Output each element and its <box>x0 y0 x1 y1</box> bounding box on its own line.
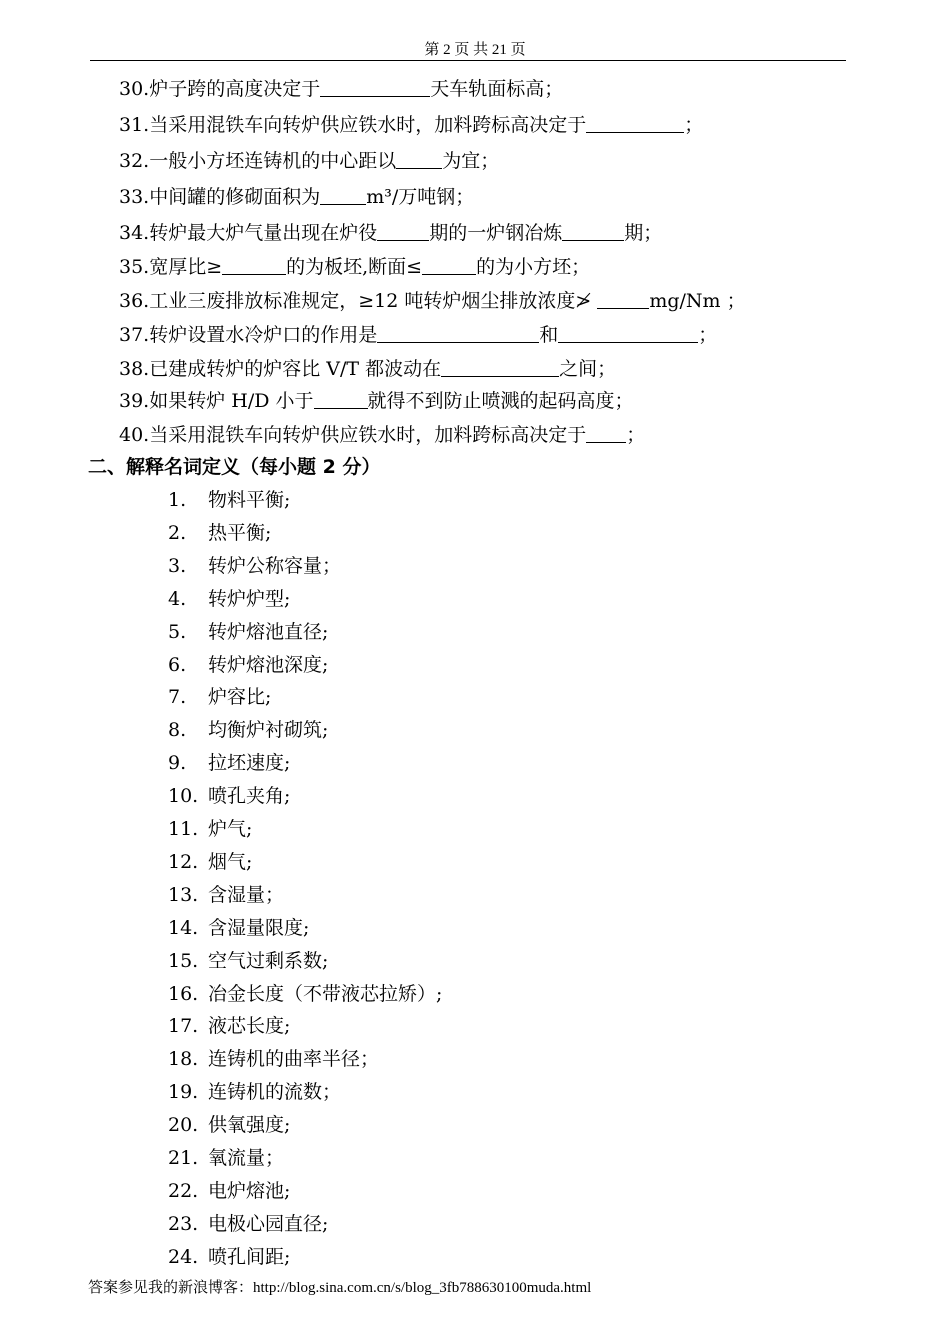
term-number: 5. <box>168 620 187 643</box>
term-text: 均衡炉衬砌筑; <box>208 719 329 742</box>
term-text: 含湿量； <box>208 883 285 906</box>
term-item <box>168 813 252 845</box>
question-text: m³/万吨钢； <box>366 186 475 208</box>
term-item <box>168 1208 328 1240</box>
question-text: 为宜； <box>442 150 500 172</box>
question-text: 期的一炉钢冶炼 <box>429 222 563 244</box>
term-text: 热平衡; <box>208 521 272 544</box>
question-number: 34. <box>119 222 150 244</box>
term-text: 转炉公称容量； <box>208 554 342 577</box>
term-number: 20. <box>168 1114 199 1137</box>
question-text: 天车轨面标高； <box>430 78 564 100</box>
term-text: 冶金长度（不带液芯拉矫）; <box>208 982 443 1005</box>
question-number: 33. <box>119 186 150 208</box>
question-text: 的为小方坯； <box>476 256 591 278</box>
answer-blank <box>320 74 430 97</box>
question-item <box>119 418 645 452</box>
term-text: 液芯长度; <box>208 1015 291 1038</box>
question-number: 37. <box>119 324 150 346</box>
term-item <box>168 1076 341 1108</box>
term-text: 转炉炉型; <box>208 587 291 610</box>
question-item <box>119 352 616 386</box>
term-text: 烟气; <box>208 850 253 873</box>
question-item <box>119 284 746 318</box>
term-number: 19. <box>168 1081 199 1104</box>
term-item <box>168 1175 290 1207</box>
term-item <box>168 1109 290 1141</box>
question-number: 35. <box>119 256 150 278</box>
question-item <box>119 180 474 214</box>
question-text: 中间罐的修砌面积为 <box>149 186 321 208</box>
term-number: 15. <box>168 949 199 972</box>
question-item <box>119 72 563 106</box>
term-item <box>168 616 328 648</box>
term-number: 3. <box>168 554 187 577</box>
answer-blank <box>586 110 684 133</box>
page-number: 第 2 页 共 21 页 <box>424 42 526 58</box>
answer-blank <box>377 320 539 343</box>
answer-blank <box>222 252 286 275</box>
term-number: 10. <box>168 785 199 808</box>
answer-blank <box>314 386 368 409</box>
question-text: ； <box>684 114 704 136</box>
answer-blank <box>396 146 442 169</box>
term-item <box>168 846 252 878</box>
term-text: 拉坯速度; <box>208 752 291 775</box>
answer-blank <box>558 320 698 343</box>
term-number: 22. <box>168 1179 199 1202</box>
term-number: 7. <box>168 686 187 709</box>
term-text: 炉气; <box>208 818 253 840</box>
term-item <box>168 780 290 812</box>
term-number: 18. <box>168 1048 199 1071</box>
term-text: 含湿量限度; <box>208 916 310 939</box>
answer-blank <box>441 354 559 377</box>
footer-note: 答案参见我的新浪博客：http://blog.sina.com.cn/s/blog_3fb788630100muda.html <box>88 1280 592 1296</box>
term-text: 供氧强度; <box>208 1114 291 1137</box>
answer-blank <box>377 218 429 241</box>
question-number: 38. <box>119 358 150 380</box>
question-number: 39. <box>119 390 150 412</box>
term-number: 2. <box>168 521 187 544</box>
term-number: 13. <box>168 883 199 906</box>
term-item <box>168 484 290 516</box>
term-item <box>168 1010 290 1042</box>
question-text: 就得不到防止喷溅的起码高度； <box>367 390 634 412</box>
header-divider <box>90 60 846 61</box>
term-text: 转炉熔池深度; <box>208 653 329 676</box>
term-item <box>168 550 341 582</box>
term-item <box>168 945 328 977</box>
term-item <box>168 583 290 615</box>
term-text: 物料平衡; <box>208 489 291 511</box>
question-text: 宽厚比≥ <box>149 256 223 278</box>
term-number: 23. <box>168 1212 199 1235</box>
question-text: 当采用混铁车向转炉供应铁水时，加料跨标高决定于 <box>149 424 587 446</box>
term-text: 喷孔间距; <box>208 1245 291 1268</box>
question-text: ； <box>698 324 718 346</box>
term-number: 9. <box>168 752 187 775</box>
question-text: 转炉最大炉气量出现在炉役 <box>149 222 378 244</box>
term-item <box>168 1241 290 1273</box>
term-item <box>168 879 284 911</box>
term-item <box>168 1043 379 1075</box>
term-text: 炉容比; <box>208 686 272 709</box>
term-item <box>168 517 271 549</box>
question-text: 和 <box>539 324 559 346</box>
question-item <box>119 108 703 142</box>
question-number: 40. <box>119 424 150 446</box>
answer-blank <box>320 182 366 205</box>
term-number: 12. <box>168 850 199 873</box>
term-text: 空气过剩系数; <box>208 949 329 972</box>
term-item <box>168 912 309 944</box>
question-number: 31. <box>119 114 150 136</box>
term-number: 14. <box>168 916 199 939</box>
question-text: 工业三废排放标准规定，≥12 吨转炉烟尘排放浓度≯ <box>149 290 598 312</box>
answer-blank <box>422 252 476 275</box>
term-number: 21. <box>168 1147 199 1169</box>
term-number: 4. <box>168 587 187 610</box>
question-number: 30. <box>119 78 150 100</box>
question-item <box>119 216 662 250</box>
term-item <box>168 681 271 713</box>
term-item <box>168 649 328 681</box>
question-number: 32. <box>119 150 150 172</box>
question-text: ； <box>626 424 646 446</box>
term-text: 氧流量； <box>208 1147 285 1169</box>
term-item <box>168 1142 284 1174</box>
term-text: 连铸机的流数； <box>208 1081 342 1104</box>
question-text: 转炉设置水冷炉口的作用是 <box>149 324 378 346</box>
term-text: 电炉熔池; <box>208 1179 291 1202</box>
question-text: 一般小方坯连铸机的中心距以 <box>149 150 397 172</box>
term-number: 11. <box>168 818 199 840</box>
section-title: 二、解释名词定义（每小题 2 分） <box>88 456 381 478</box>
term-number: 8. <box>168 719 187 742</box>
question-text: 已建成转炉的炉容比 V/T 都波动在 <box>149 358 442 380</box>
answer-blank <box>586 420 626 443</box>
term-text: 电极心园直径; <box>208 1212 329 1235</box>
answer-blank <box>597 286 649 309</box>
term-number: 17. <box>168 1015 199 1038</box>
term-item <box>168 714 328 746</box>
term-number: 16. <box>168 982 199 1005</box>
question-item <box>119 144 499 178</box>
question-text: 如果转炉 H/D 小于 <box>149 390 314 412</box>
term-number: 1. <box>168 489 187 511</box>
question-text: 的为板坯,断面≤ <box>286 256 423 278</box>
question-text: 当采用混铁车向转炉供应铁水时，加料跨标高决定于 <box>149 114 587 136</box>
question-number: 36. <box>119 290 150 312</box>
answer-blank <box>562 218 624 241</box>
question-text: 之间； <box>559 358 617 380</box>
question-item <box>119 384 634 418</box>
question-text: 炉子跨的高度决定于 <box>149 78 321 100</box>
term-number: 24. <box>168 1245 199 1268</box>
term-text: 转炉熔池直径; <box>208 620 329 643</box>
term-number: 6. <box>168 653 187 676</box>
question-item <box>119 250 590 284</box>
term-item <box>168 978 442 1010</box>
question-text: 期； <box>624 222 663 244</box>
term-text: 喷孔夹角; <box>208 785 291 808</box>
question-item <box>119 318 717 352</box>
question-text: mg/Nm ； <box>649 290 746 312</box>
term-text: 连铸机的曲率半径； <box>208 1048 380 1071</box>
term-item <box>168 747 290 779</box>
